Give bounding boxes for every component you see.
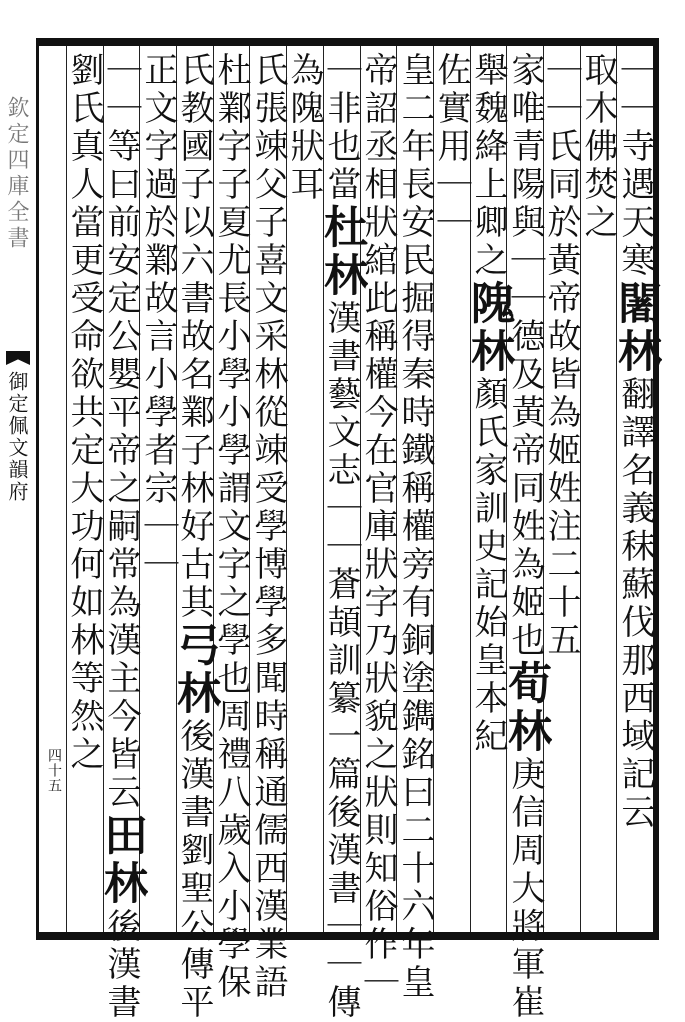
column-text: 劉氏真人當更受命欲共定大功何如林等然之: [64, 52, 104, 774]
column-text: 顏氏家訓史記始皇本紀: [468, 376, 508, 756]
headword: 隗林: [463, 280, 514, 376]
headword: 闍林: [610, 280, 661, 376]
text-column: [61, 52, 107, 928]
column-text: 正文字過於鄴故言小學者宗｜｜: [138, 52, 178, 584]
fish-tail-mark: [6, 351, 30, 365]
column-text: 佐實用｜｜: [431, 52, 471, 242]
headword: 弓林: [169, 622, 220, 718]
left-border: [36, 38, 39, 940]
headword: 荀林: [500, 660, 551, 756]
column-text: 皇二年長安民掘得秦時鐵稱權旁有銅塗鐫銘曰二十六年皇: [395, 52, 435, 1002]
collection-title: 欽定四庫全書: [4, 96, 29, 252]
page-number: 四十五: [46, 748, 62, 793]
column-text: 氏教國子以六書故名鄴子林好古其: [174, 52, 214, 622]
column-text: 取木佛焚之: [578, 52, 618, 242]
column-text: 氏張竦父子喜文采林從竦受學博學多聞時稱通儒西漢業語: [248, 52, 288, 1002]
book-title: 御定佩文韻府: [5, 371, 29, 503]
fold-margin: [0, 46, 34, 932]
column-text: ｜｜等曰前安定公嬰平帝之嗣常為漢主今皆云: [101, 52, 141, 812]
top-border: [36, 38, 659, 46]
column-text: 翻譯名義秣蘇伐那西域記云: [615, 376, 655, 832]
column-text: 後漢書: [101, 908, 141, 1022]
column-text: ｜非也當: [321, 52, 361, 204]
column-text: 杜鄴字子夏尤長小學小學謂文字之學也周禮八歲入小學保: [211, 52, 251, 1002]
headword: 田林: [96, 812, 147, 908]
column-text: 帝詔丞相狀綰此稱權今在官庫狀字乃狀貌之狀則知俗作｜: [358, 52, 398, 1002]
column-text: 漢書藝文志｜｜蒼頡訓纂一篇後漢書｜｜傳: [321, 300, 361, 1022]
column-text: 庚信周大將軍崔: [505, 756, 545, 1022]
column-text: 後漢書劉聖公傳平: [174, 718, 214, 1022]
headword: 杜林: [316, 204, 367, 300]
column-text: 家唯青陽與｜｜德及黃帝同姓為姬也: [505, 52, 545, 660]
column-text: ｜｜寺遇天寒: [615, 52, 655, 280]
column-text: ｜｜氏同於黃帝故皆為姬姓注二十五: [541, 52, 581, 660]
column-text: 舉魏絳上卿之: [468, 52, 508, 280]
column-text: 為隗狀耳: [284, 52, 324, 204]
